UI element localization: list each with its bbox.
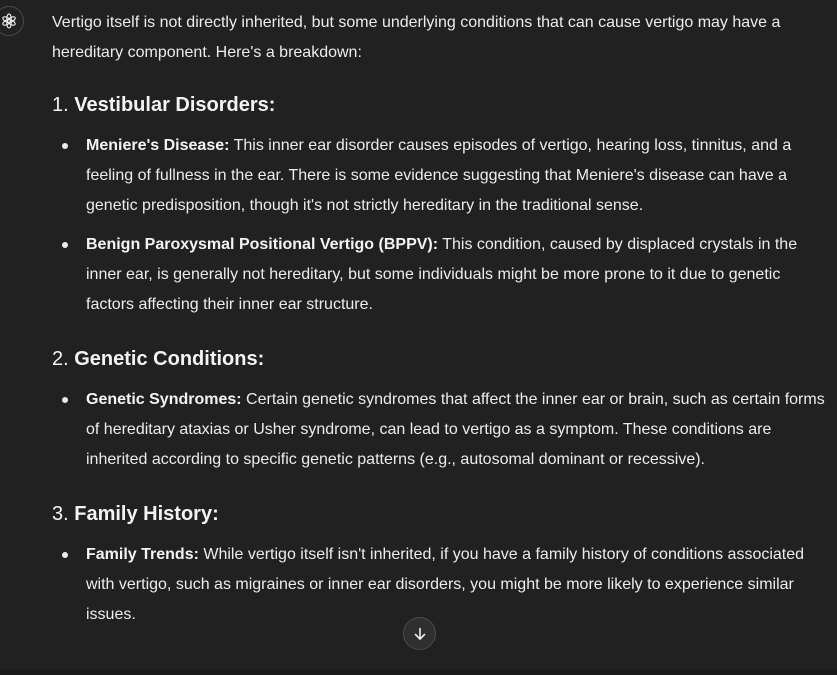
item-term: Family Trends: bbox=[86, 546, 199, 563]
item-text: This condition, caused by displaced crystals in the inner ear, is generally not hereditary, but some individuals might be more prone to it due to genetic factors affecting their inner ear structure. bbox=[86, 236, 798, 313]
openai-logo-icon bbox=[0, 11, 19, 31]
section-heading-family bbox=[52, 500, 827, 528]
section-number: 3. bbox=[52, 503, 69, 525]
item-text: This inner ear disorder causes episodes of vertigo, hearing loss, tinnitus, and a feeling of fullness in the ear. There is some evidence suggesting that Meniere's disease can have a genetic predisposition, though it's not strictly hereditary in the traditional sense. bbox=[86, 137, 792, 214]
section-title: Genetic Conditions: bbox=[74, 348, 265, 370]
list-item bbox=[52, 230, 827, 320]
assistant-message bbox=[52, 8, 827, 630]
arrow-down-icon bbox=[412, 626, 428, 642]
bullet-list bbox=[52, 540, 827, 630]
bullet-list bbox=[52, 131, 827, 320]
section-heading-vestibular bbox=[52, 91, 827, 119]
item-term: Genetic Syndromes: bbox=[86, 391, 242, 408]
list-item bbox=[52, 385, 827, 475]
item-text: While vertigo itself isn't inherited, if you have a family history of conditions associated with vertigo, such as migraines or inner ear disorders, you might be more likely to experience similar issues. bbox=[86, 546, 805, 623]
item-text: Certain genetic syndromes that affect the inner ear or brain, such as certain forms of hereditary ataxias or Usher syndrome, can lead to vertigo as a symptom. These conditions are inherited according to specific genetic patterns (e.g., autosomal dominant or recessive). bbox=[86, 391, 825, 468]
section-number: 1. bbox=[52, 94, 69, 116]
section-title: Family History: bbox=[74, 503, 219, 525]
bottom-edge bbox=[0, 669, 837, 675]
section-heading-genetic bbox=[52, 345, 827, 373]
intro-paragraph: Vertigo itself is not directly inherited, but some underlying conditions that can cause vertigo may have a hereditary component. Here's a breakdown: bbox=[52, 14, 781, 61]
section-title: Vestibular Disorders: bbox=[74, 94, 276, 116]
item-term: Meniere's Disease: bbox=[86, 137, 230, 154]
list-item bbox=[52, 131, 827, 221]
bullet-list bbox=[52, 385, 827, 475]
scroll-to-bottom-button[interactable] bbox=[403, 617, 436, 650]
list-item bbox=[52, 540, 827, 630]
item-term: Benign Paroxysmal Positional Vertigo (BPPV): bbox=[86, 236, 439, 253]
assistant-avatar bbox=[0, 6, 24, 36]
section-number: 2. bbox=[52, 348, 69, 370]
